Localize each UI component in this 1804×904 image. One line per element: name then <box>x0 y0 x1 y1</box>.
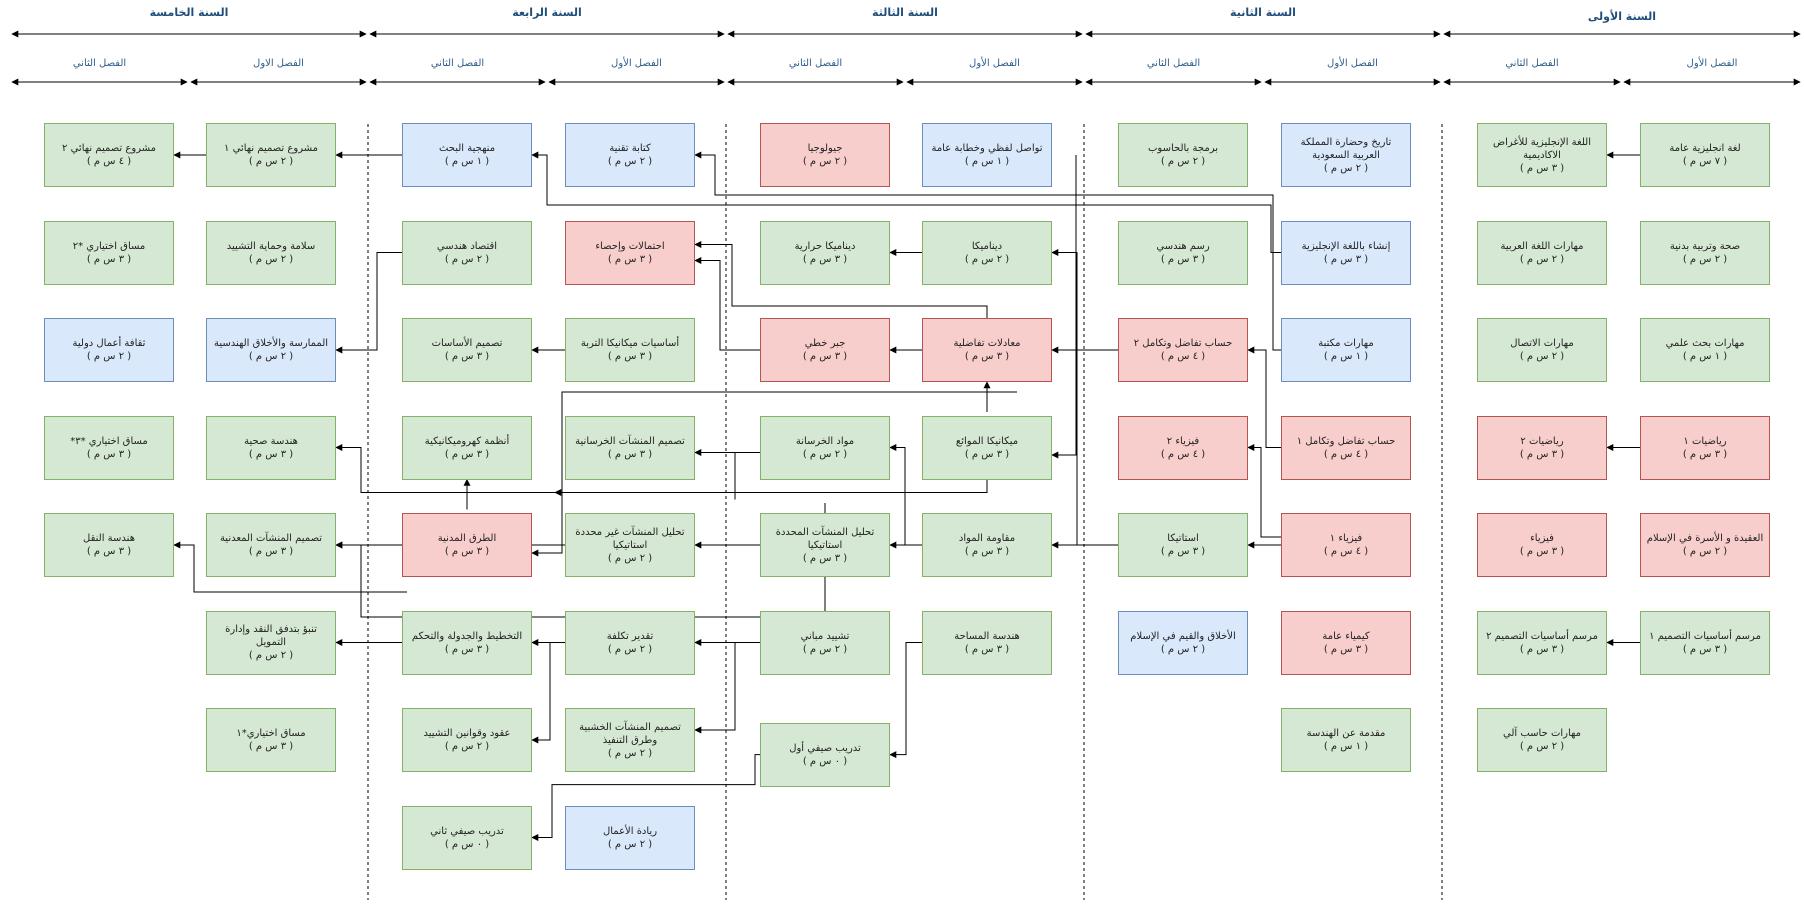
course-title: تقدير تكلفة <box>606 630 654 642</box>
course-credits: ( ٤ س م ) <box>1323 448 1369 460</box>
course-title: مرسم أساسيات التصميم ٢ <box>1486 630 1598 642</box>
year-header-5: السنة الخامسة <box>149 6 229 19</box>
course-credits: ( ٣ س م ) <box>86 448 132 460</box>
course-box-c08 <box>1477 221 1607 285</box>
course-box-c16 <box>1281 318 1411 382</box>
course-title: تصميم المنشآت الخشبية وطرق التنفيذ <box>579 721 681 746</box>
course-title: تصميم المنشآت المعدنية <box>219 533 323 544</box>
course-box-c57 <box>206 221 336 285</box>
course-credits: ( ٢ س م ) <box>802 156 848 167</box>
course-title: ثقافة أعمال دولية <box>72 338 146 349</box>
course-box-c14 <box>1281 123 1411 187</box>
course-box-c41 <box>565 221 695 285</box>
course-title: مهارات الاتصال <box>1510 338 1574 349</box>
course-title: العقيدة و الأسرة في الإسلام <box>1646 533 1764 544</box>
course-credits: ( ٣ س م ) <box>1160 546 1206 557</box>
year-header-2: السنة الثانية <box>1230 6 1296 19</box>
course-box-c35 <box>760 318 890 382</box>
course-title: جبر خطي <box>804 338 846 349</box>
course-credits: ( ٣ س م ) <box>802 253 848 265</box>
course-credits: ( ٣ س م ) <box>248 741 294 752</box>
course-box-c22 <box>1118 221 1248 285</box>
course-title: تشييد مباني <box>800 630 850 642</box>
course-title: حساب تفاضل وتكامل ٢ <box>1133 338 1233 349</box>
course-credits: ( ٢ س م ) <box>248 253 294 265</box>
course-box-c52 <box>402 513 532 577</box>
course-box-c33 <box>760 123 890 187</box>
course-box-c19 <box>1281 611 1411 675</box>
prerequisite-arrow <box>1052 155 1076 455</box>
course-title: عقود وقوانين التشييد <box>423 728 511 739</box>
course-title: مهارات بحث علمي <box>1665 338 1745 349</box>
course-title: احتمالات وإحصاء <box>595 240 665 252</box>
course-box-c66 <box>44 416 174 480</box>
semester-header: الفصل الثاني <box>1146 58 1201 69</box>
course-box-c64 <box>44 221 174 285</box>
course-box-c48 <box>402 123 532 187</box>
course-credits: ( ٤ س م ) <box>1160 351 1206 362</box>
year-header-3: السنة الثالثة <box>872 6 938 19</box>
course-box-c28 <box>922 221 1052 285</box>
course-box-c47 <box>565 806 695 870</box>
course-box-c02 <box>1640 221 1770 285</box>
course-credits: ( ٢ س م ) <box>1160 643 1206 655</box>
course-credits: ( ٣ س م ) <box>964 351 1010 362</box>
semester-header: الفصل الثاني <box>788 58 843 69</box>
course-box-c54 <box>402 708 532 772</box>
course-credits: ( ٢ س م ) <box>1519 741 1565 752</box>
semester-header: الفصل الأول <box>1327 58 1378 69</box>
course-box-c58 <box>206 318 336 382</box>
course-credits: ( ٣ س م ) <box>444 351 490 362</box>
course-title: كيمياء عامة <box>1322 630 1370 642</box>
course-credits: ( ٤ س م ) <box>1323 546 1369 557</box>
course-credits: ( ٢ س م ) <box>1682 253 1728 265</box>
course-box-c13 <box>1477 708 1607 772</box>
course-credits: ( ٢ س م ) <box>964 253 1010 265</box>
course-credits: ( ٣ س م ) <box>248 448 294 460</box>
course-credits: ( ٣ س م ) <box>444 546 490 557</box>
year-header-1: السنة الأولى <box>1587 10 1657 23</box>
course-title: التخطيط والجدولة والتحكم <box>411 630 523 642</box>
course-title: هندسة صحية <box>244 435 298 447</box>
course-title: رياضيات ١ <box>1683 435 1727 447</box>
course-box-c62 <box>206 708 336 772</box>
course-title: مهارات حاسب آلي <box>1503 728 1581 739</box>
course-box-c07 <box>1477 123 1607 187</box>
course-title: ميكانيكا الموائع <box>955 435 1019 447</box>
course-credits: ( ٣ س م ) <box>1323 253 1369 265</box>
course-title: تنبؤ بتدفق النقد وإدارة التمويل <box>225 624 317 648</box>
course-box-c46 <box>565 708 695 772</box>
semester-header: الفصل الأول <box>969 58 1020 69</box>
course-title: مقدمة عن الهندسة <box>1306 728 1386 739</box>
course-title: مساق اختياري *٣* <box>70 435 148 447</box>
course-credits: ( ٣ س م ) <box>802 351 848 362</box>
semester-header: الفصل الثاني <box>430 58 485 69</box>
course-credits: ( ٣ س م ) <box>1519 448 1565 460</box>
course-box-c50 <box>402 318 532 382</box>
course-box-c38 <box>760 611 890 675</box>
prerequisite-arrow <box>336 253 402 351</box>
course-box-c42 <box>565 318 695 382</box>
course-credits: ( ٠ س م ) <box>802 755 848 767</box>
course-credits: ( ٣ س م ) <box>1323 643 1369 655</box>
course-credits: ( ٣ س م ) <box>1519 162 1565 174</box>
course-box-c15 <box>1281 221 1411 285</box>
course-credits: ( ٣ س م ) <box>1682 643 1728 655</box>
course-credits: ( ٠ س م ) <box>444 838 490 850</box>
semester-header: الفصل الثاني <box>72 58 127 69</box>
course-credits: ( ٣ س م ) <box>607 351 653 362</box>
course-credits: ( ٢ س م ) <box>248 156 294 167</box>
course-title: اللغة الإنجليزية للأغراض الاكاديمية <box>1492 136 1592 161</box>
course-title: مساق اختياري *٢ <box>72 240 146 252</box>
course-title: برمجة بالحاسوب <box>1148 143 1218 154</box>
course-credits: ( ٣ س م ) <box>964 643 1010 655</box>
prerequisite-arrow <box>1248 448 1281 538</box>
prerequisite-arrow <box>695 643 760 731</box>
course-credits: ( ٢ س م ) <box>607 643 653 655</box>
course-box-c01 <box>1640 123 1770 187</box>
course-box-c29 <box>922 318 1052 382</box>
course-box-c11 <box>1477 513 1607 577</box>
course-credits: ( ٣ س م ) <box>444 643 490 655</box>
course-title: تصميم الأساسات <box>431 338 503 349</box>
course-credits: ( ٣ س م ) <box>802 552 848 564</box>
prerequisite-arrow <box>555 480 987 493</box>
course-box-c61 <box>206 611 336 675</box>
semester-header: الفصل الأول <box>1686 58 1738 69</box>
course-title: سلامة وحماية التشييد <box>226 240 316 252</box>
course-box-c60 <box>206 513 336 577</box>
course-box-c32 <box>922 611 1052 675</box>
prerequisite-arrow <box>532 643 565 741</box>
course-box-c23 <box>1118 318 1248 382</box>
course-title: ريادة الأعمال <box>602 825 658 837</box>
prerequisite-arrow <box>695 261 760 351</box>
course-credits: ( ٣ س م ) <box>1519 643 1565 655</box>
course-title: اقتصاد هندسي <box>436 240 498 252</box>
course-box-c45 <box>565 611 695 675</box>
course-title: مواد الخرسانة <box>795 435 855 447</box>
course-box-c31 <box>922 513 1052 577</box>
course-credits: ( ٢ س م ) <box>248 351 294 362</box>
course-box-c55 <box>402 806 532 870</box>
course-title: تحليل المنشآت المحددة استاتيكيا <box>775 526 875 551</box>
course-title: فيزياء <box>1530 533 1554 544</box>
course-box-c53 <box>402 611 532 675</box>
course-box-c04 <box>1640 416 1770 480</box>
course-credits: ( ٢ س م ) <box>607 552 653 564</box>
course-credits: ( ٣ س م ) <box>86 253 132 265</box>
course-box-c03 <box>1640 318 1770 382</box>
course-title: مقاومة المواد <box>958 533 1016 544</box>
course-box-c10 <box>1477 416 1607 480</box>
course-title: مرسم أساسيات التصميم ١ <box>1649 630 1761 642</box>
prerequisite-arrow <box>1052 253 1118 546</box>
course-box-c25 <box>1118 513 1248 577</box>
course-box-c59 <box>206 416 336 480</box>
course-title: فيزياء ٢ <box>1166 435 1200 447</box>
course-credits: ( ٣ س م ) <box>1682 448 1728 460</box>
course-credits: ( ١ س م ) <box>444 156 490 167</box>
semester-header: الفصل الأول <box>611 58 662 69</box>
course-box-c12 <box>1477 611 1607 675</box>
course-credits: ( ٢ س م ) <box>1323 162 1369 174</box>
course-title: جيولوجيا <box>807 143 843 154</box>
course-credits: ( ٣ س م ) <box>86 546 132 557</box>
course-title: ديناميكا <box>971 240 1003 252</box>
course-box-c06 <box>1640 611 1770 675</box>
course-title: أنظمة كهروميكانيكية <box>424 435 510 447</box>
course-box-c26 <box>1118 611 1248 675</box>
course-credits: ( ٤ س م ) <box>1160 448 1206 460</box>
course-box-c40 <box>565 123 695 187</box>
course-credits: ( ١ س م ) <box>1682 351 1728 362</box>
semester-header: الفصل الثاني <box>1505 58 1559 69</box>
course-credits: ( ٢ س م ) <box>1519 351 1565 362</box>
prerequisite-arrow <box>1248 350 1281 448</box>
course-box-c56 <box>206 123 336 187</box>
course-title: هندسة النقل <box>83 533 135 544</box>
course-title: كتابة تقنية <box>609 143 651 154</box>
course-title: تدريب صيفي أول <box>789 742 861 754</box>
course-credits: ( ٣ س م ) <box>1519 546 1565 557</box>
course-credits: ( ٢ س م ) <box>607 747 653 759</box>
course-box-c17 <box>1281 416 1411 480</box>
course-title: تحليل المنشآت غير محددة استاتيكيا <box>575 526 685 551</box>
course-credits: ( ٢ س م ) <box>802 643 848 655</box>
course-box-c44 <box>565 513 695 577</box>
course-box-c65 <box>44 318 174 382</box>
course-box-c20 <box>1281 708 1411 772</box>
course-box-c34 <box>760 221 890 285</box>
course-box-c51 <box>402 416 532 480</box>
course-box-c67 <box>44 513 174 577</box>
course-title: فيزياء ١ <box>1329 533 1363 544</box>
course-credits: ( ٢ س م ) <box>444 741 490 752</box>
course-credits: ( ٢ س م ) <box>444 253 490 265</box>
course-box-c36 <box>760 416 890 480</box>
year-header-4: السنة الرابعة <box>512 6 582 19</box>
course-title: الطرق المدنية <box>437 533 497 544</box>
course-title: استاتيكا <box>1167 533 1199 544</box>
course-title: أساسيات ميكانيكا التربة <box>580 338 680 349</box>
course-title: منهجية البحث <box>438 143 496 154</box>
course-credits: ( ٧ س م ) <box>1682 156 1728 167</box>
course-title: حساب تفاضل وتكامل ١ <box>1296 435 1396 447</box>
course-title: تصميم المنشآت الخرسانية <box>575 435 685 447</box>
course-title: الأخلاق والقيم في الإسلام <box>1130 630 1236 642</box>
course-title: رسم هندسي <box>1156 240 1210 252</box>
course-title: إنشاء باللغة الإنجليزية <box>1301 240 1391 252</box>
course-credits: ( ٤ س م ) <box>86 156 132 167</box>
course-credits: ( ٢ س م ) <box>1682 546 1728 557</box>
course-title: معادلات تفاضلية <box>953 338 1021 349</box>
course-credits: ( ٣ س م ) <box>444 448 490 460</box>
course-credits: ( ٢ س م ) <box>1519 253 1565 265</box>
course-credits: ( ٣ س م ) <box>964 448 1010 460</box>
course-title: لغة انجليزية عامة <box>1669 143 1741 154</box>
course-credits: ( ١ س م ) <box>964 156 1010 167</box>
course-box-c05 <box>1640 513 1770 577</box>
prerequisite-arrow <box>890 448 922 546</box>
course-title: مهارات مكتبة <box>1318 338 1374 349</box>
course-credits: ( ٣ س م ) <box>607 253 653 265</box>
course-credits: ( ١ س م ) <box>1323 351 1369 362</box>
course-title: مساق اختياري*١ <box>236 728 306 739</box>
course-box-c49 <box>402 221 532 285</box>
course-credits: ( ٣ س م ) <box>248 546 294 557</box>
course-credits: ( ٢ س م ) <box>802 448 848 460</box>
course-title: تدريب صيفي ثاني <box>430 825 504 837</box>
course-credits: ( ٢ س م ) <box>1160 156 1206 167</box>
course-box-c09 <box>1477 318 1607 382</box>
course-title: هندسة المساحة <box>954 630 1020 642</box>
course-title: ديناميكا حرارية <box>794 240 856 252</box>
course-box-c21 <box>1118 123 1248 187</box>
course-credits: ( ٣ س م ) <box>607 448 653 460</box>
course-title: تواصل لفظي وخطابة عامة <box>931 143 1043 154</box>
semester-header: الفصل الاول <box>253 58 304 69</box>
course-title: مشروع تصميم نهائي ١ <box>224 143 318 154</box>
course-credits: ( ٢ س م ) <box>607 838 653 850</box>
prerequisite-arrow <box>890 643 922 755</box>
course-box-c27 <box>922 123 1052 187</box>
course-title: صحة وتربية بدنية <box>1669 240 1741 252</box>
course-box-c37 <box>760 513 890 577</box>
course-box-c43 <box>565 416 695 480</box>
course-title: رياضيات ٢ <box>1520 435 1564 447</box>
course-credits: ( ٢ س م ) <box>86 351 132 362</box>
course-credits: ( ١ س م ) <box>1323 741 1369 752</box>
course-credits: ( ٣ س م ) <box>964 546 1010 557</box>
course-title: الممارسة والأخلاق الهندسية <box>213 338 329 349</box>
course-box-c24 <box>1118 416 1248 480</box>
course-credits: ( ٢ س م ) <box>248 650 294 661</box>
course-title: مشروع تصميم نهائي ٢ <box>62 143 156 154</box>
course-box-c18 <box>1281 513 1411 577</box>
course-credits: ( ٢ س م ) <box>607 156 653 167</box>
course-box-c30 <box>922 416 1052 480</box>
course-credits: ( ٣ س م ) <box>1160 253 1206 265</box>
course-title: تاريخ وحضارة المملكة العربية السعودية <box>1300 136 1392 161</box>
course-title: مهارات اللغة العربية <box>1500 240 1584 252</box>
course-box-c63 <box>44 123 174 187</box>
course-box-c39 <box>760 723 890 787</box>
